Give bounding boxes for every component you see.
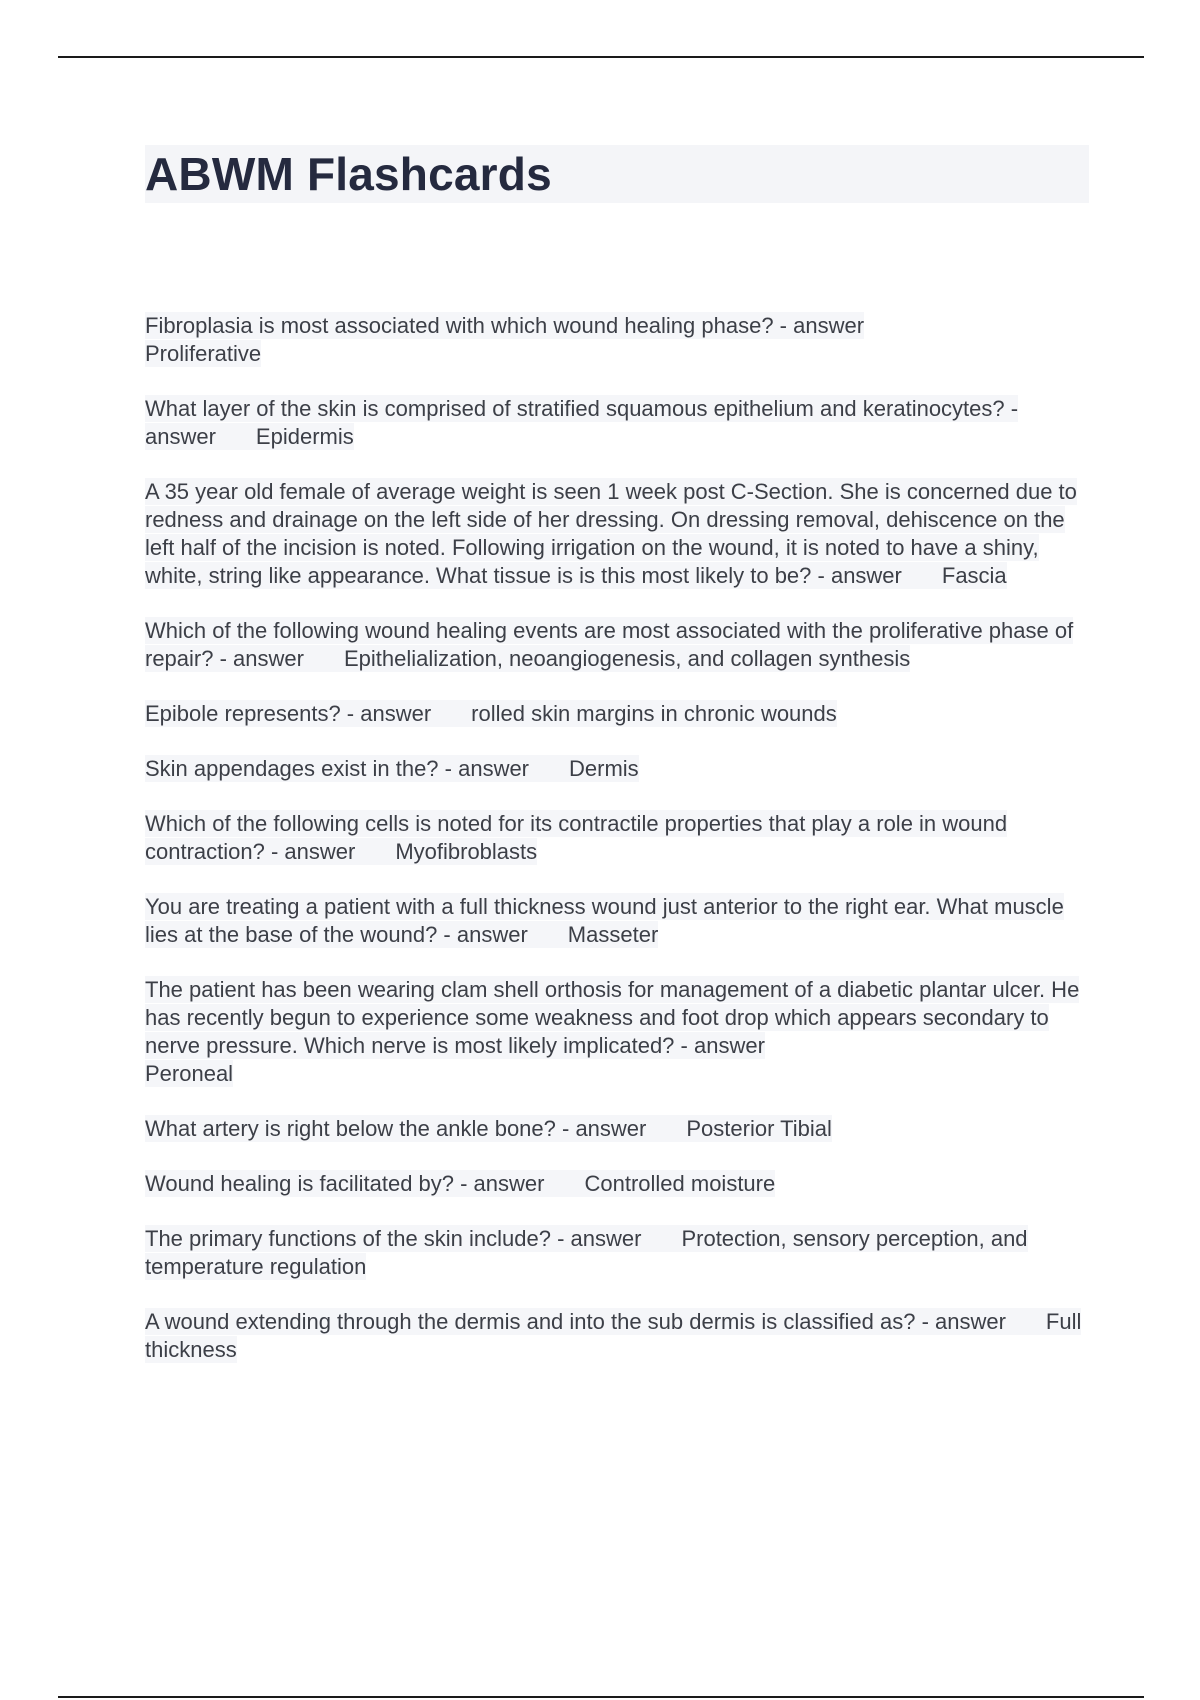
flashcard [145, 1115, 1095, 1143]
top-rule [58, 56, 1144, 58]
flashcard-text [145, 478, 1077, 589]
flashcard-answer: rolled skin margins in chronic wounds [471, 701, 837, 726]
flashcard-question: Epibole represents? - answer [145, 701, 432, 726]
flashcard-answer: Proliferative [145, 341, 262, 366]
flashcard-text [145, 1115, 832, 1142]
flashcard [145, 810, 1095, 866]
flashcard-question: The primary functions of the skin include? - answer [145, 1226, 642, 1251]
document-title: ABWM Flashcards [145, 148, 552, 200]
bottom-rule [58, 1696, 1144, 1698]
flashcard-answer: Controlled moisture [584, 1171, 776, 1196]
flashcard [145, 478, 1095, 590]
flashcard-question: The patient has been wearing clam shell orthosis for management of a diabetic plantar ulcer. He has recently begun to experience some weakness and foot drop which appears secondary to nerve pressure. Which nerve is most likely implicated? - answer [145, 977, 1080, 1058]
flashcard-question: What artery is right below the ankle bone? - answer [145, 1116, 647, 1141]
flashcard-question: A 35 year old female of average weight is seen 1 week post C-Section. She is concerned due to redness and drainage on the left side of her dressing. On dressing removal, dehiscence on the left half of the incision is noted. Following irrigation on the wound, it is noted to have a shiny, white, string like appearance. What tissue is is this most likely to be? - answer [145, 479, 1077, 588]
flashcard-text [145, 1308, 1081, 1363]
flashcard [145, 976, 1095, 1088]
flashcard [145, 395, 1095, 451]
flashcard-question: Which of the following cells is noted for its contractile properties that play a role in wound contraction? - answer [145, 811, 1008, 864]
flashcard-list [145, 312, 1095, 1391]
flashcard-text [145, 976, 1079, 1087]
flashcard [145, 1225, 1095, 1281]
flashcard [145, 1170, 1095, 1198]
flashcard [145, 700, 1095, 728]
flashcard [145, 312, 1095, 368]
flashcard-text [145, 810, 1007, 865]
flashcard-answer: Peroneal [145, 1061, 234, 1086]
flashcard [145, 617, 1095, 673]
flashcard-text [145, 700, 837, 727]
flashcard-text [145, 893, 1064, 948]
flashcard-answer: Masseter [567, 922, 659, 947]
flashcard-question: You are treating a patient with a full thickness wound just anterior to the right ear. What muscle lies at the base of the wound? - answer [145, 894, 1064, 947]
flashcard-text [145, 395, 1018, 450]
flashcard-text [145, 312, 864, 367]
flashcard-text [145, 755, 639, 782]
flashcard-question: Fibroplasia is most associated with which wound healing phase? - answer [145, 313, 865, 338]
flashcard-question: Skin appendages exist in the? - answer [145, 756, 530, 781]
flashcard-text [145, 1170, 775, 1197]
flashcard-text [145, 617, 1073, 672]
flashcard-answer: Dermis [569, 756, 639, 781]
flashcard-question: Which of the following wound healing events are most associated with the proliferative phase of repair? - answer [145, 618, 1074, 671]
flashcard-text [145, 1225, 1028, 1280]
flashcard-answer: Fascia [941, 563, 1007, 588]
flashcard-question: What layer of the skin is comprised of stratified squamous epithelium and keratinocytes? - answer [145, 396, 1019, 449]
flashcard-answer: Myofibroblasts [395, 839, 538, 864]
flashcard-answer: Protection, sensory perception, and temperature regulation [145, 1226, 1028, 1279]
flashcard [145, 893, 1095, 949]
flashcard-answer: Epithelialization, neoangiogenesis, and collagen synthesis [343, 646, 911, 671]
flashcard [145, 755, 1095, 783]
flashcard-answer: Epidermis [255, 424, 354, 449]
flashcard-answer: Posterior Tibial [686, 1116, 832, 1141]
flashcard-answer: Full thickness [145, 1309, 1082, 1362]
flashcard-question: A wound extending through the dermis and into the sub dermis is classified as? - answer [145, 1309, 1006, 1334]
flashcard [145, 1308, 1095, 1364]
flashcard-question: Wound healing is facilitated by? - answer [145, 1171, 545, 1196]
